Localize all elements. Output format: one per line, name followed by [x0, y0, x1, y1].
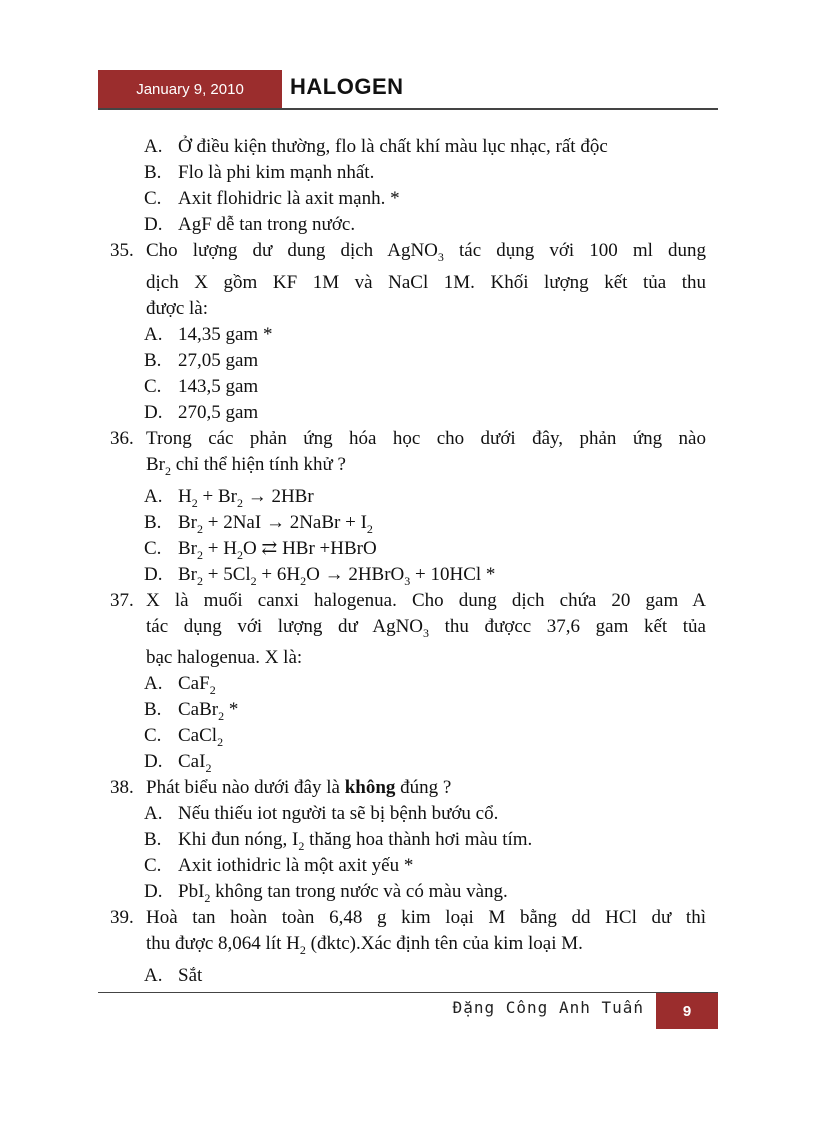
page-header [98, 70, 718, 110]
q37-option-b: B. CaBr$_2$ * [144, 699, 239, 724]
q36-option-b: B. $Br_2 + 2NaI$ → 2NaBr + $I_2$ [144, 511, 373, 536]
question-35: 35. Cho lượng dư dung dịch AgNO$_3$ tác dụng với 100 ml dung dịch X gồm KF 1M và NaCl 1M. Khối lượng kết tủa thu được là: [110, 240, 707, 319]
question-38: 38. Phát biểu nào dưới đây là không đúng ? [110, 777, 452, 799]
header-title: HALOGEN [290, 74, 404, 99]
q36-option-a: A. $H_2 + Br_2 \to 2HBr$ [144, 485, 314, 510]
question-37: 37. X là muối canxi halogenua. Cho dung dịch chứa 20 gam A tác dụng với lượng dư AgNO$_3$ thu đượcc 37,6 gam kết tủa bạc halogenua. X là: [110, 589, 706, 669]
q34-option-a: A. Ở điều kiện thường, flo là chất khí màu lục nhạc, rất độc [144, 136, 608, 157]
q38-option-a: A. Nếu thiếu iot người ta sẽ bị bệnh bướu cổ. [144, 803, 499, 825]
q38-option-d: D. PbI$_2$ không tan trong nước và có màu vàng. [144, 881, 508, 906]
q35-option-a: A. 14,35 gam * [144, 323, 273, 345]
q35-option-c: C. 143,5 gam [144, 375, 259, 397]
q38-option-b: B. Khi đun nóng, $I_2$ thăng hoa thành hơi màu tím. [144, 829, 533, 854]
q36-option-d: D. $Br_2 + 5Cl_2 + 6H_2O$ → 2HBrO$_3$ + 10HCl * [144, 563, 496, 588]
q34-option-b: B. Flo là phi kim mạnh nhất. [144, 162, 375, 183]
q37-option-a: A. CaF$_2$ [144, 673, 216, 698]
footer-author: Đặng Công Anh Tuấn [452, 998, 644, 1017]
q35-option-d: D. 270,5 gam [144, 401, 259, 423]
question-39: 39. Hoà tan hoàn toàn 6,48 g kim loại M bằng dd HCl dư thì thu được 8,064 lít $H_2$ (đktc).Xác định tên của kim loại M. [110, 907, 706, 958]
emphasis-khong: không [344, 777, 396, 799]
q37-option-c: C. CaCl$_2$ [144, 725, 224, 750]
q34-option-d: D. AgF dễ tan trong nước. [144, 214, 356, 235]
q34-option-c: C. Axit flohidric là axit mạnh. * [144, 188, 400, 209]
q39-option-a: A. Sắt [144, 965, 203, 987]
header-date: January 9, 2010 [98, 70, 282, 108]
footer-divider [98, 992, 718, 993]
question-36: 36. Trong các phản ứng hóa học cho dưới đây, phản ứng nào $Br_2$ chỉ thể hiện tính khử ? [110, 427, 706, 478]
q38-option-c: C. Axit iothidric là một axit yếu * [144, 855, 414, 877]
document-body [110, 134, 706, 989]
page-number: 9 [656, 993, 718, 1029]
q35-option-b: B. 27,05 gam [144, 349, 259, 371]
q36-option-c: C. $Br_2 + H_2O$ ⇄ HBr +HBrO [144, 537, 377, 562]
q37-option-d: D. CaI$_2$ [144, 751, 212, 776]
